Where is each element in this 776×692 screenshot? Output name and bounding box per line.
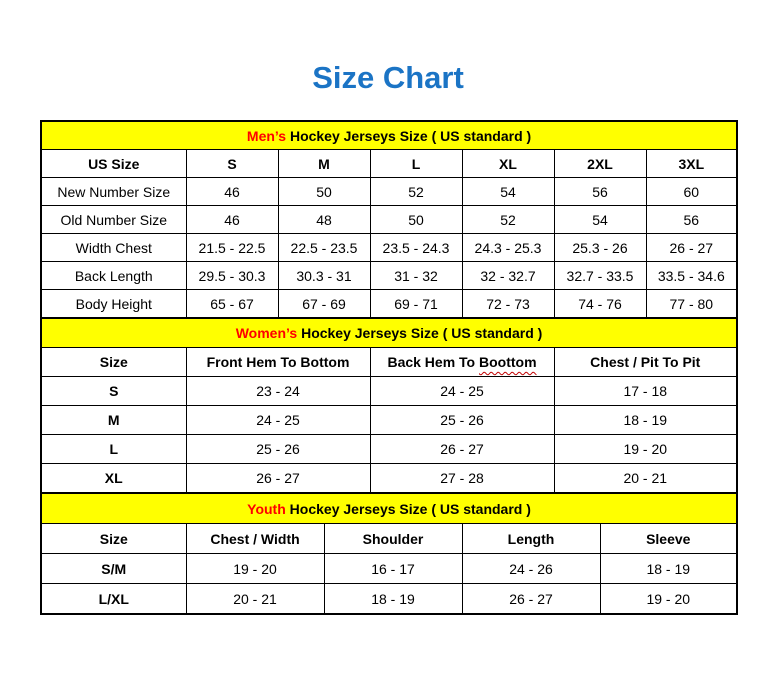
mens-band	[41, 121, 737, 150]
cell: 23 - 24	[186, 377, 370, 406]
womens-header-back-hem	[370, 348, 554, 377]
cell: 32 - 32.7	[462, 262, 554, 290]
womens-band-text: Hockey Jerseys Size ( US standard )	[297, 325, 543, 341]
cell: 50	[278, 178, 370, 206]
cell: 21.5 - 22.5	[186, 234, 278, 262]
row-label: New Number Size	[41, 178, 186, 206]
cell: 18 - 19	[600, 554, 737, 584]
cell: 67 - 69	[278, 290, 370, 319]
youth-band-text: Hockey Jerseys Size ( US standard )	[285, 500, 531, 517]
cell: 17 - 18	[554, 377, 737, 406]
row-label: S/M	[41, 554, 186, 584]
cell: 20 - 21	[554, 464, 737, 494]
womens-header-front-hem: Front Hem To Bottom	[186, 348, 370, 377]
cell: 20 - 21	[186, 584, 324, 615]
mens-header-xl: XL	[462, 150, 554, 178]
cell: 27 - 28	[370, 464, 554, 494]
page-title: Size Chart	[312, 60, 464, 95]
youth-band-row	[41, 493, 737, 524]
cell: 23.5 - 24.3	[370, 234, 462, 262]
womens-header-size: Size	[41, 348, 186, 377]
cell: 19 - 20	[554, 435, 737, 464]
table-row	[41, 554, 737, 584]
cell: 46	[186, 206, 278, 234]
cell: 22.5 - 23.5	[278, 234, 370, 262]
table-row	[41, 406, 737, 435]
cell: 25 - 26	[186, 435, 370, 464]
mens-size-table	[40, 120, 738, 319]
mens-header-row	[41, 150, 737, 178]
table-row	[41, 464, 737, 494]
youth-band-accent: Youth	[247, 500, 286, 517]
youth-header-length: Length	[462, 524, 600, 554]
cell: 19 - 20	[600, 584, 737, 615]
cell: 24 - 26	[462, 554, 600, 584]
cell: 25.3 - 26	[554, 234, 646, 262]
youth-header-row	[41, 524, 737, 554]
youth-header-chest: Chest / Width	[186, 524, 324, 554]
back-hem-misspelled-word: Boottom	[479, 354, 537, 370]
youth-band	[41, 493, 737, 524]
cell: 52	[462, 206, 554, 234]
table-row	[41, 262, 737, 290]
youth-size-table	[40, 492, 738, 615]
table-row	[41, 377, 737, 406]
row-label: L/XL	[41, 584, 186, 615]
mens-header-m: M	[278, 150, 370, 178]
row-label: Old Number Size	[41, 206, 186, 234]
mens-header-2xl: 2XL	[554, 150, 646, 178]
cell: 25 - 26	[370, 406, 554, 435]
mens-band-text: Hockey Jerseys Size ( US standard )	[286, 127, 532, 144]
size-chart	[40, 120, 736, 615]
mens-band-row	[41, 121, 737, 150]
youth-header-shoulder: Shoulder	[324, 524, 462, 554]
mens-header-l: L	[370, 150, 462, 178]
row-label: S	[41, 377, 186, 406]
youth-header-sleeve: Sleeve	[600, 524, 737, 554]
row-label: Width Chest	[41, 234, 186, 262]
row-label: Back Length	[41, 262, 186, 290]
row-label: L	[41, 435, 186, 464]
table-row	[41, 206, 737, 234]
mens-band-accent: Men’s	[246, 127, 287, 144]
cell: 18 - 19	[554, 406, 737, 435]
cell: 16 - 17	[324, 554, 462, 584]
cell: 24 - 25	[370, 377, 554, 406]
back-hem-label: Back Hem To	[387, 354, 479, 370]
cell: 26 - 27	[646, 234, 737, 262]
mens-header-us-size: US Size	[41, 150, 186, 178]
womens-band-row	[41, 318, 737, 348]
cell: 50	[370, 206, 462, 234]
womens-band-accent: Women’s	[235, 325, 298, 341]
cell: 74 - 76	[554, 290, 646, 319]
cell: 77 - 80	[646, 290, 737, 319]
table-row	[41, 178, 737, 206]
cell: 18 - 19	[324, 584, 462, 615]
mens-header-3xl: 3XL	[646, 150, 737, 178]
row-label: XL	[41, 464, 186, 494]
table-row	[41, 435, 737, 464]
cell: 54	[462, 178, 554, 206]
row-label: Body Height	[41, 290, 186, 319]
cell: 26 - 27	[370, 435, 554, 464]
table-row	[41, 584, 737, 615]
cell: 54	[554, 206, 646, 234]
womens-size-table	[40, 317, 738, 494]
cell: 69 - 71	[370, 290, 462, 319]
cell: 46	[186, 178, 278, 206]
womens-header-row	[41, 348, 737, 377]
womens-band	[41, 318, 737, 348]
cell: 72 - 73	[462, 290, 554, 319]
cell: 31 - 32	[370, 262, 462, 290]
cell: 24 - 25	[186, 406, 370, 435]
table-row	[41, 290, 737, 319]
cell: 32.7 - 33.5	[554, 262, 646, 290]
cell: 56	[554, 178, 646, 206]
mens-header-s: S	[186, 150, 278, 178]
cell: 33.5 - 34.6	[646, 262, 737, 290]
cell: 24.3 - 25.3	[462, 234, 554, 262]
cell: 19 - 20	[186, 554, 324, 584]
youth-header-size: Size	[41, 524, 186, 554]
womens-header-chest: Chest / Pit To Pit	[554, 348, 737, 377]
cell: 48	[278, 206, 370, 234]
cell: 29.5 - 30.3	[186, 262, 278, 290]
cell: 60	[646, 178, 737, 206]
cell: 65 - 67	[186, 290, 278, 319]
cell: 26 - 27	[186, 464, 370, 494]
row-label: M	[41, 406, 186, 435]
cell: 30.3 - 31	[278, 262, 370, 290]
cell: 26 - 27	[462, 584, 600, 615]
table-row	[41, 234, 737, 262]
cell: 56	[646, 206, 737, 234]
cell: 52	[370, 178, 462, 206]
